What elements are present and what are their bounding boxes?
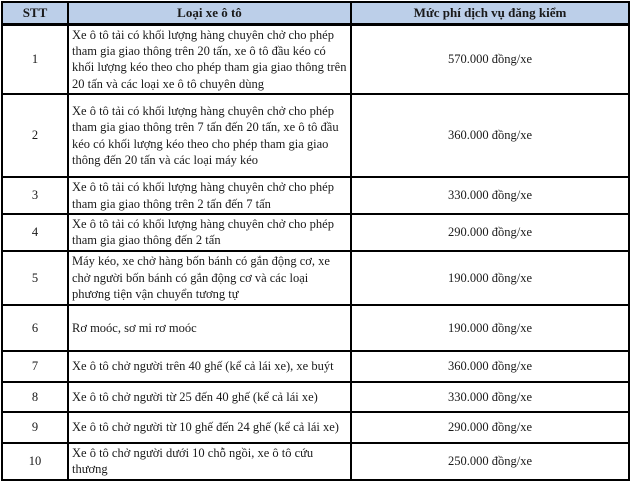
cell-type: Xe ô tô tải có khối lượng hàng chuyên chở cho phép tham gia giao thông trên 2 tấn đến 7 tấn [68, 177, 351, 214]
cell-stt: 7 [2, 351, 68, 382]
header-stt: STT [2, 2, 68, 24]
cell-fee: 330.000 đồng/xe [351, 177, 629, 214]
cell-fee: 290.000 đồng/xe [351, 214, 629, 251]
cell-fee: 360.000 đồng/xe [351, 351, 629, 382]
header-vehicle-type: Loại xe ô tô [68, 2, 351, 24]
table-row [2, 412, 629, 443]
table-row [2, 94, 629, 177]
cell-stt: 5 [2, 251, 68, 305]
cell-stt: 8 [2, 382, 68, 412]
cell-fee: 190.000 đồng/xe [351, 305, 629, 351]
cell-stt: 9 [2, 412, 68, 443]
cell-type: Xe ô tô chở người trên 40 ghế (kể cả lái xe), xe buýt [68, 351, 351, 382]
cell-type: Xe ô tô tải có khối lượng hàng chuyên chở cho phép tham gia giao thông trên 7 tấn đến 20 tấn, xe ô tô đầu kéo có khối lượng kéo theo cho phép tham gia giao thông đến 20 tấn và các loại máy kéo [68, 94, 351, 177]
cell-type: Xe ô tô chở người từ 10 ghế đến 24 ghế (kể cả lái xe) [68, 412, 351, 443]
table-row [2, 214, 629, 251]
cell-stt: 6 [2, 305, 68, 351]
cell-stt: 1 [2, 24, 68, 94]
table-row [2, 251, 629, 305]
header-fee: Mức phí dịch vụ đăng kiểm [351, 2, 629, 24]
cell-stt: 2 [2, 94, 68, 177]
cell-type: Rơ moóc, sơ mi rơ moóc [68, 305, 351, 351]
table-row [2, 443, 629, 480]
cell-fee: 570.000 đồng/xe [351, 24, 629, 94]
cell-fee: 360.000 đồng/xe [351, 94, 629, 177]
cell-type: Xe ô tô chở người từ 25 đến 40 ghế (kể cả lái xe) [68, 382, 351, 412]
cell-stt: 10 [2, 443, 68, 480]
table-header [2, 2, 629, 24]
cell-type: Xe ô tô tải có khối lượng hàng chuyên chở cho phép tham gia giao thông đến 2 tấn [68, 214, 351, 251]
table-row [2, 382, 629, 412]
cell-fee: 330.000 đồng/xe [351, 382, 629, 412]
cell-type: Xe ô tô tải có khối lượng hàng chuyên chở cho phép tham gia giao thông trên 20 tấn, xe ô tô đầu kéo có khối lượng kéo theo cho phép tham gia giao thông trên 20 tấn và các loại xe ô tô chuyên dùng [68, 24, 351, 94]
cell-fee: 290.000 đồng/xe [351, 412, 629, 443]
cell-type: Máy kéo, xe chở hàng bốn bánh có gắn động cơ, xe chở người bốn bánh có gắn động cơ và các loại phương tiện vận chuyển tương tự [68, 251, 351, 305]
cell-fee: 250.000 đồng/xe [351, 443, 629, 480]
cell-stt: 4 [2, 214, 68, 251]
table-row [2, 177, 629, 214]
table-body [2, 24, 629, 480]
table-row [2, 24, 629, 94]
cell-type: Xe ô tô chở người dưới 10 chỗ ngồi, xe ô tô cứu thương [68, 443, 351, 480]
header-row [2, 2, 629, 24]
registration-fee-table [1, 1, 630, 481]
cell-stt: 3 [2, 177, 68, 214]
table-row [2, 305, 629, 351]
table-row [2, 351, 629, 382]
cell-fee: 190.000 đồng/xe [351, 251, 629, 305]
